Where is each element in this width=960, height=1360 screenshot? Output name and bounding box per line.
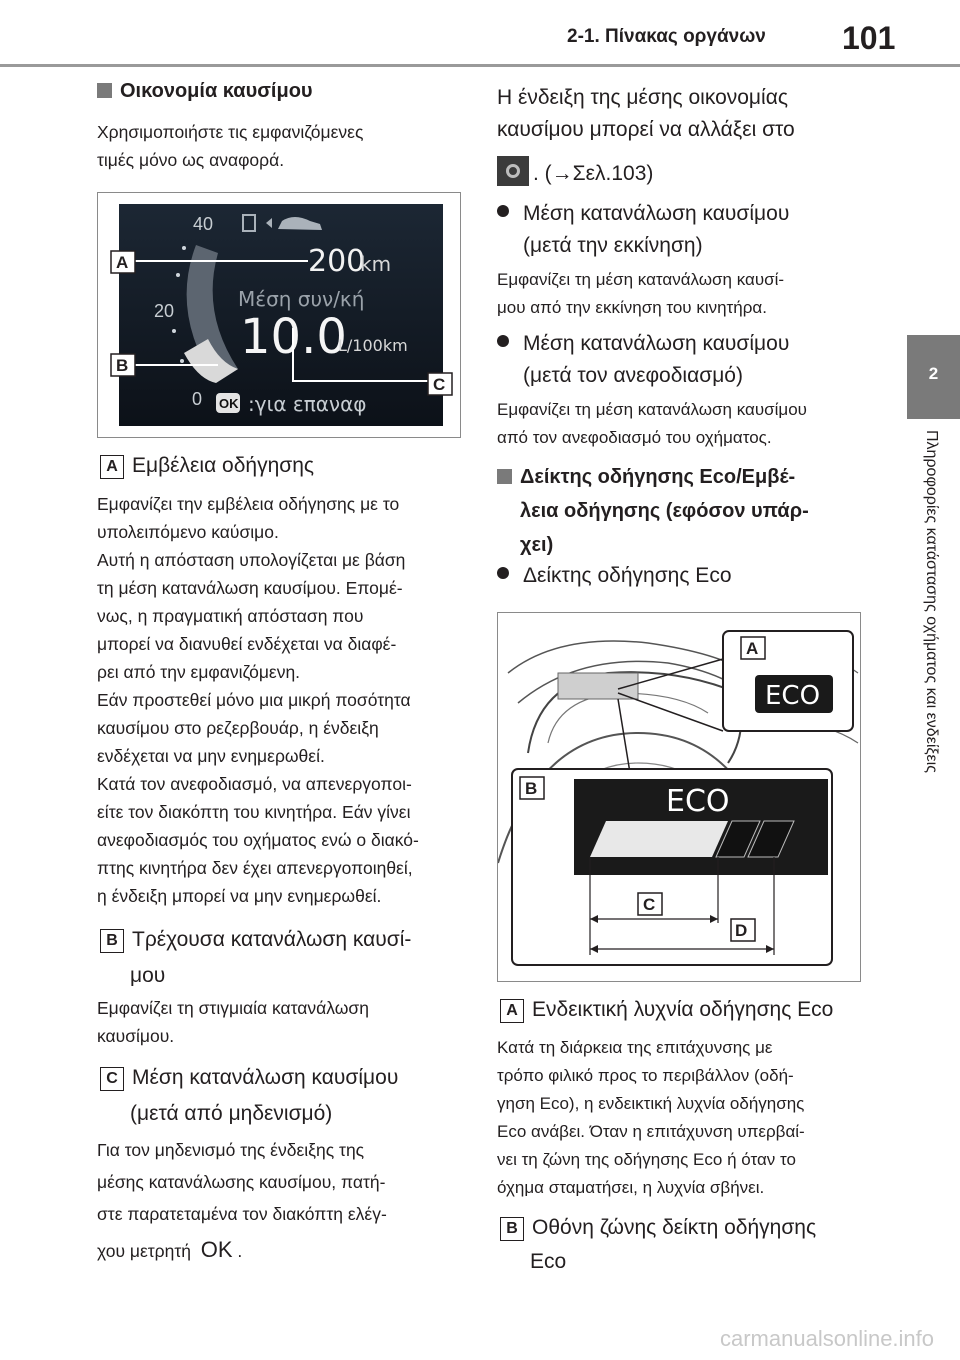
range-unit: km: [360, 252, 392, 276]
chapter-title-vertical: Πληροφορίες κατάστασης οχήματος και ενδείξεις: [923, 430, 940, 773]
intro-text: Χρησιμοποιήστε τις εμφανιζόμενες τιμές μόνο ως αναφορά.: [97, 122, 364, 170]
reset-text: :για επαναφ: [248, 392, 367, 416]
eco-lamp-label: ECO: [765, 681, 821, 711]
eco-zone-label: ECO: [666, 784, 730, 819]
eco-zone-bar: [590, 821, 728, 857]
header-rule: [0, 64, 960, 67]
item-a-text: Εμφανίζει την εμβέλεια οδήγησης με το υπολειπόμενο καύσιμο. Αυτή η απόσταση υπολογίζεται με βάση τη μέση κατανάλωση καυσίμου. Επομέ- νως, η πραγματική απόσταση που μπορεί να διανυθεί ενδέχεται να διαφέ- ρει από την εμφανιζόμενη. Εάν προστεθεί μόνο μια μικρή ποσότητα καυσίμου στο ρεζερβουάρ, η ένδειξη ενδέχεται να μην ενημερωθεί. Κατά τον ανεφοδιασμό, να απενεργοποι- είτε τον διακόπτη του κινητήρα. Εάν γίνει ανεφοδιασμός του οχήματος ενώ ο διακό- πτης κινητήρα δεν έχει απενεργοποιηθεί, η ένδειξη μπορεί να μην ενημερωθεί.: [97, 494, 419, 906]
chapter-number: 2: [928, 364, 939, 383]
fuel-economy-figure: [97, 192, 461, 438]
bullet-after-start: Μέση κατανάλωση καυσίμου (μετά την εκκίνηση): [497, 198, 789, 262]
item-c-title: C Μέση κατανάλωση καυσίμου (μετά από μηδενισμό): [100, 1062, 398, 1130]
callout-c-eco: C: [643, 895, 656, 914]
scale-label-0: 0: [192, 389, 203, 409]
fuel-economy-heading: Οικονομία καυσίμου: [97, 80, 313, 103]
watermark: carmanualsonline.info: [720, 1326, 935, 1351]
avg-value: 10.0: [240, 309, 347, 365]
bullet-after-refuel: Μέση κατανάλωση καυσίμου (μετά τον ανεφοδιασμό): [497, 328, 789, 392]
callout-c: C: [433, 375, 446, 394]
bullet-after-start-text: Εμφανίζει τη μέση κατανάλωση καυσί- μου από την εκκίνηση του κινητήρα.: [497, 270, 785, 317]
bullet-eco-indicator: Δείκτης οδήγησης Eco: [497, 560, 732, 592]
eco-heading: Δείκτης οδήγησης Eco/Εμβέ- λεια οδήγησης (εφόσον υπάρ- χει): [497, 460, 809, 562]
avg-display-text: Η ένδειξη της μέσης οικονομίας καυσίμου μπορεί να αλλάξει στο . (→Σελ.103): [497, 86, 795, 185]
item-b-title: B Τρέχουσα κατανάλωση καυσί- μου: [100, 924, 411, 992]
section-title: 2-1. Πίνακας οργάνων: [567, 26, 766, 47]
callout-a-eco: A: [746, 639, 759, 658]
eco-item-a-title: A Ενδεικτική λυχνία οδήγησης Eco: [500, 994, 833, 1026]
eco-indicator-figure: [497, 612, 861, 982]
square-bullet-icon: [97, 83, 112, 98]
item-b-text: Εμφανίζει τη στιγμιαία κατανάλωση καυσίμου.: [97, 998, 369, 1046]
eco-item-b-title: B Οθόνη ζώνης δείκτη οδήγησης Eco: [500, 1212, 816, 1278]
eco-item-a-text: Κατά τη διάρκεια της επιτάχυνσης με τρόπο φιλικό προς το περιβάλλον (οδή- γηση Eco), η ενδεικτική λυχνία οδήγησης Eco ανάβει. Όταν η επιτάχυνση υπερβαί- νει τη ζώνη της οδήγησης Eco ή όταν το όχημα σταματήσει, η λυχνία σβήνει.: [497, 1038, 805, 1197]
callout-d-eco: D: [735, 921, 748, 940]
callout-b-eco: B: [525, 779, 538, 798]
square-bullet-icon: [497, 469, 512, 484]
svg-text:OK: OK: [219, 396, 239, 411]
bullet-after-refuel-text: Εμφανίζει τη μέση κατανάλωση καυσίμου από τον ανεφοδιασμό του οχήματος.: [497, 400, 807, 447]
ok-switch-label: OK: [200, 1237, 233, 1262]
item-a-title: A Εμβέλεια οδήγησης: [100, 450, 314, 482]
avg-unit: L/100km: [338, 336, 408, 355]
callout-b: B: [116, 356, 129, 375]
settings-gear-icon: [497, 156, 529, 186]
avg-label: Μέση συν/κή: [238, 287, 365, 311]
item-c-text: Για τον μηδενισμό της ένδειξης της μέσης κατανάλωσης καυσίμου, πατή- στε παρατεταμένα τον διακόπτη ελέγ- χου μετρητή OK .: [97, 1140, 387, 1262]
range-value: 200: [308, 244, 366, 279]
page-number: 101: [842, 20, 896, 56]
scale-label-40: 40: [193, 214, 214, 234]
callout-a: A: [116, 253, 129, 272]
scale-label-20: 20: [154, 301, 175, 321]
